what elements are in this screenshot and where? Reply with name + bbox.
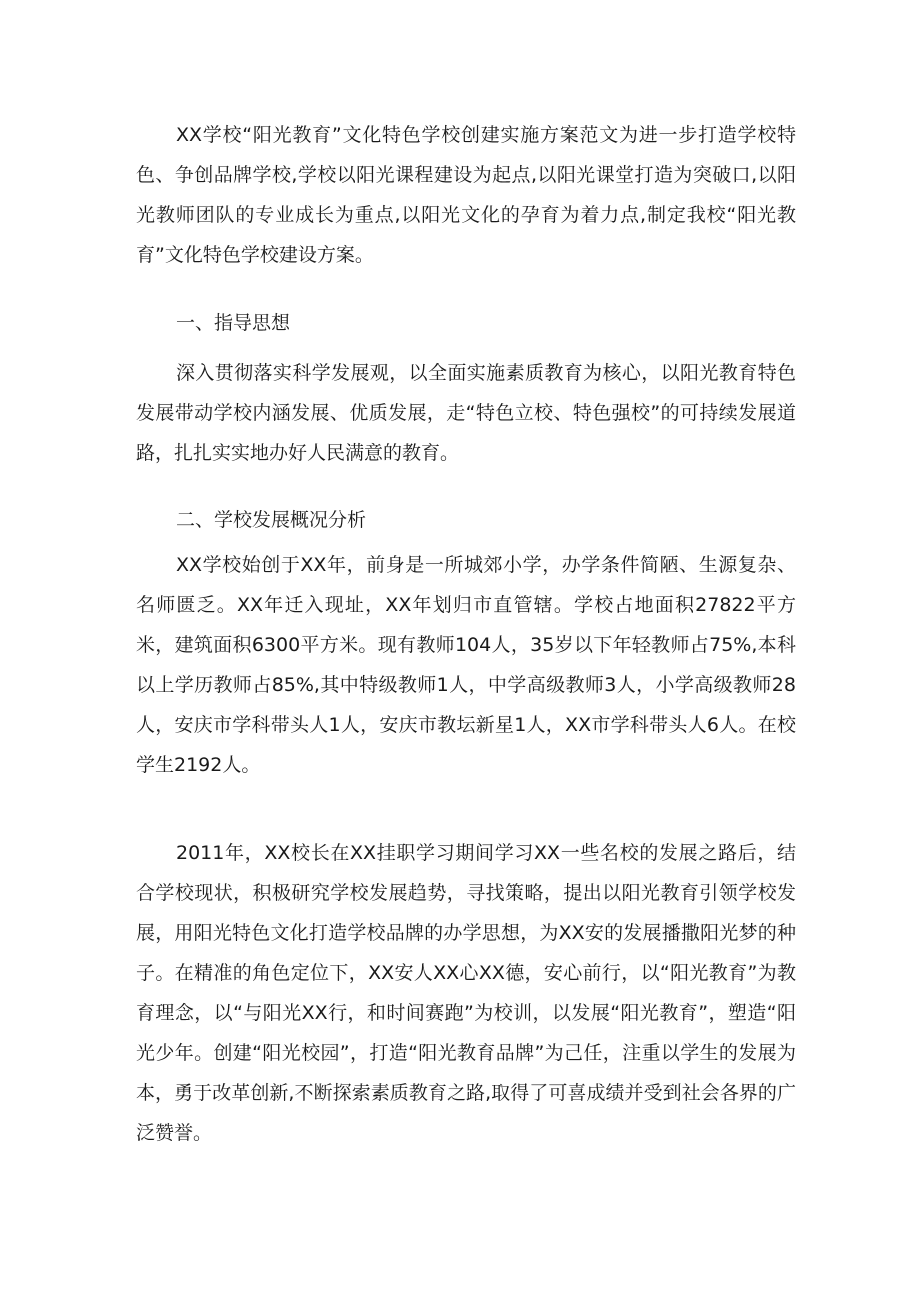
intro-paragraph: XX学校“阳光教育”文化特色学校创建实施方案范文为进一步打造学校特色、争创品牌学校,学校以阳光课程建设为起点,以阳光课堂打造为突破口,以阳光教师团队的专业成长为重点,以阳光文化的孕育为着力点,制定我校“阳光教育”文化特色学校建设方案。 (136, 124, 796, 266)
guiding-ideology-paragraph: 深入贯彻落实科学发展观，以全面实施素质教育为核心，以阳光教育特色发展带动学校内涵发展、优质发展，走“特色立校、特色强校”的可持续发展道路，扎扎实实地办好人民满意的教育。 (136, 362, 796, 464)
section-heading-development-overview: 二、学校发展概况分析 (176, 509, 367, 531)
section-heading-guiding-ideology: 一、指导思想 (176, 312, 291, 334)
school-overview-paragraph: XX学校始创于XX年，前身是一所城郊小学，办学条件简陋、生源复杂、名师匮乏。XX年迁入现址，XX年划归市直管辖。学校占地面积27822平方米，建筑面积6300平方米。现有教师104人，35岁以下年轻教师占75%,本科以上学历教师占85%,其中特级教师1人，中学高级教师3人，小学高级教师28人，安庆市学科带头人1人，安庆市教坛新星1人，XX市学科带头人6人。在校学生2192人。 (136, 554, 796, 776)
school-history-paragraph: 2011年，XX校长在XX挂职学习期间学习XX一些名校的发展之路后，结合学校现状，积极研究学校发展趋势，寻找策略，提出以阳光教育引领学校发展，用阳光特色文化打造学校品牌的办学思想，为XX安的发展播撒阳光梦的种子。在精准的角色定位下，XX安人XX心XX德，安心前行，以“阳光教育”为教育理念，以“与阳光XX行，和时间赛跑”为校训，以发展“阳光教育”，塑造“阳光少年。创建“阳光校园”，打造“阳光教育品牌”为己任，注重以学生的发展为本，勇于改革创新,不断探索素质教育之路,取得了可喜成绩并受到社会各界的广泛赞誉。 (136, 842, 796, 1144)
